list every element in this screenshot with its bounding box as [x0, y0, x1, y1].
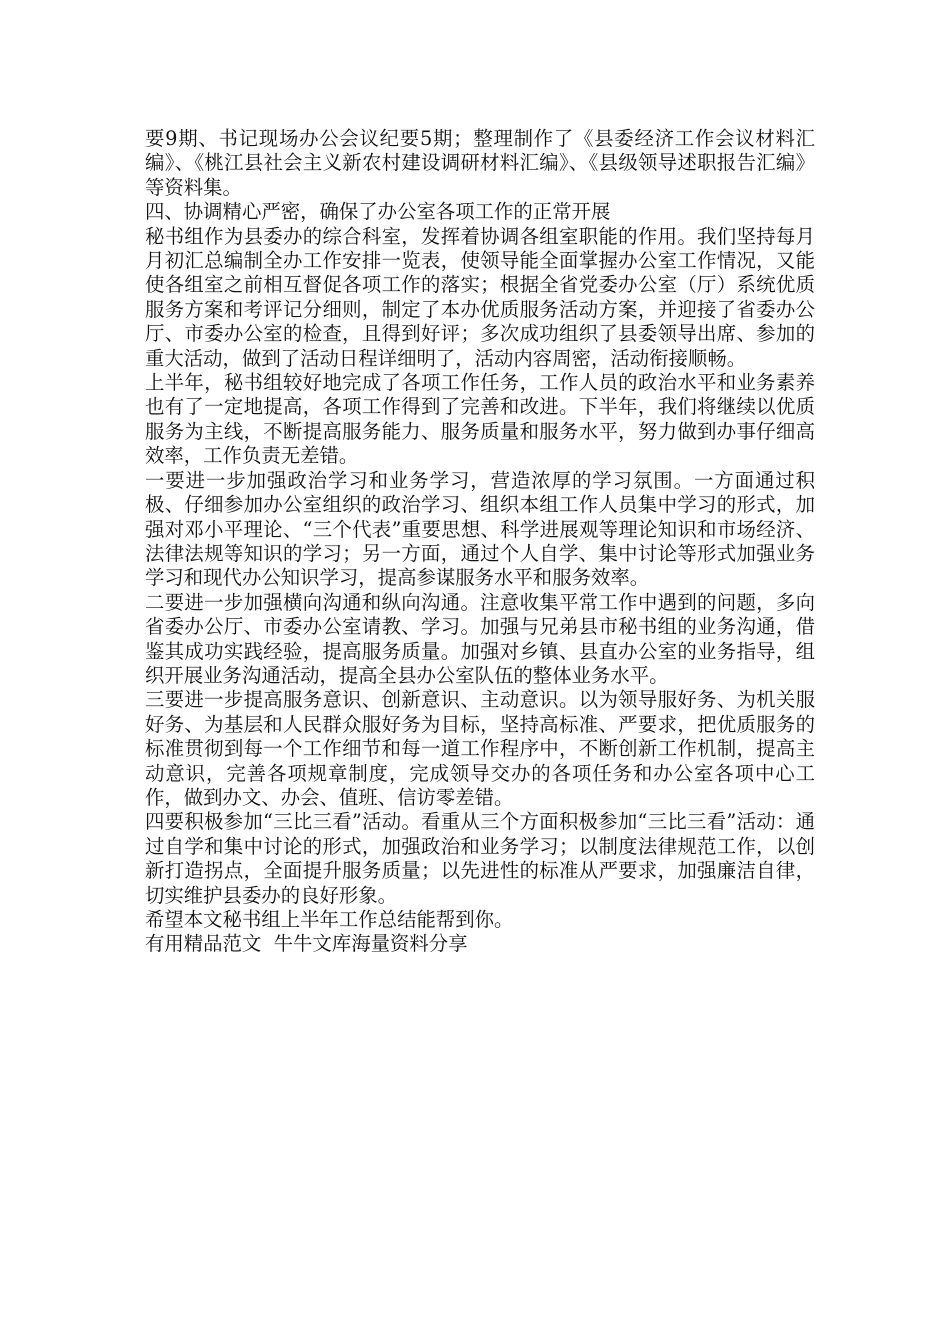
document-body	[145, 127, 815, 957]
paragraph-continuation: 要9期、书记现场办公会议纪要5期；整理制作了《县委经济工作会议材料汇编》、《桃江县社会主义新农村建设调研材料汇编》、《县级领导述职报告汇编》等资料集。	[145, 127, 815, 199]
paragraph-plan-3: 三要进一步提高服务意识、创新意识、主动意识。以为领导服好务、为机关服好务、为基层和人民群众服好务为目标，坚持高标准、严要求，把优质服务的标准贯彻到每一个工作细节和每一道工作程序中，不断创新工作机制，提高主动意识，完善各项规章制度，完成领导交办的各项任务和办公室各项中心工作，做到办文、办会、值班、信访零差错。	[145, 688, 815, 809]
paragraph-plan-2: 二要进一步加强横向沟通和纵向沟通。注意收集平常工作中遇到的问题，多向省委办公厅、市委办公室请教、学习。加强与兄弟县市秘书组的业务沟通，借鉴其成功实践经验，提高服务质量。加强对乡镇、县直办公室的业务指导，组织开展业务沟通活动，提高全县办公室队伍的整体业务水平。	[145, 590, 815, 687]
closing-line: 希望本文秘书组上半年工作总结能帮到你。	[145, 908, 514, 931]
paragraph-plan-1: 一要进一步加强政治学习和业务学习，营造浓厚的学习氛围。一方面通过积极、仔细参加办公室组织的政治学习、组织本组工作人员集中学习的形式，加强对邓小平理论、“三个代表”重要思想、科学进展观等理论知识和市场经济、法律法规等知识的学习；另一方面，通过个人自学、集中讨论等形式加强业务学习和现代办公知识学习，提高参谋服务水平和服务效率。	[145, 468, 815, 590]
paragraph-coordination: 秘书组作为县委办的综合科室，发挥着协调各组室职能的作用。我们坚持每月月初汇总编制全办工作安排一览表，使领导能全面掌握办公室工作情况，又能使各组室之前相互督促各项工作的落实；根据全省党委办公室（厅）系统优质服务方案和考评记分细则，制定了本办优质服务活动方案，并迎接了省委办公厅、市委办公室的检查，且得到好评；多次成功组织了县委领导出席、参加的重大活动，做到了活动日程详细明了，活动内容周密，活动衔接顺畅。	[145, 224, 815, 370]
footer-note: 有用精品范文 牛牛文库海量资料分享	[145, 932, 468, 956]
paragraph-summary: 上半年，秘书组较好地完成了各项工作任务，工作人员的政治水平和业务素养也有了一定地提高，各项工作得到了完善和改进。下半年，我们将继续以优质服务为主线，不断提高服务能力、服务质量和服务水平，努力做到办事仔细高效率，工作负责无差错。	[145, 371, 815, 468]
paragraph-plan-4: 四要积极参加“三比三看”活动。看重从三个方面积极参加“三比三看”活动：通过自学和集中讨论的形式，加强政治和业务学习；以制度法律规范工作，以创新打造拐点，全面提升服务质量；以先进性的标准从严要求，加强廉洁自律，切实维护县委办的良好形象。	[145, 810, 815, 907]
section-heading-4: 四、协调精心严密，确保了办公室各项工作的正常开展	[145, 200, 611, 224]
